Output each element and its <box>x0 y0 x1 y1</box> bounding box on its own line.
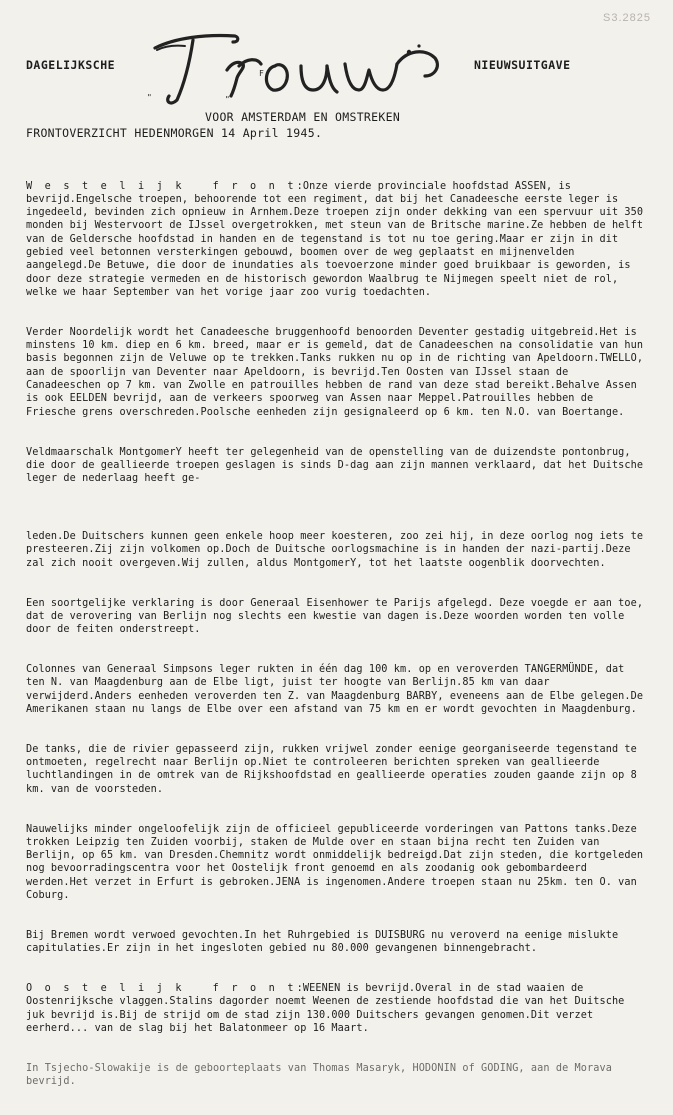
article-body <box>26 153 648 1115</box>
paragraph: In Tsjecho-Slowakije is de geboorteplaats van Thomas Masaryk, HODONIN of GODING, aan de Morava bevrijd. <box>26 1062 619 1088</box>
paragraph: leden.De Duitschers kunnen geen enkele hoop meer koesteren, zoo zei hij, in deze oorlog nog iets te presteeren.Zij zijn volkomen op.Doch de Duitsche oorlogsmachine is in handen der nazi-partij.Deze zal zich nooit overgeven.Wij zullen, aldus MontgomerY, tot het laatste oogenblik doorvechten. <box>26 531 650 569</box>
archive-stamp: S3.2825 <box>603 12 651 24</box>
paragraph: Nauwelijks minder ongeloofelijk zijn de officieel gepubliceerde vorderingen van Pattons tanks.Deze trokken Leipzig ten Zuiden voorbij, staken de Mulde over en staan bijna recht ten Zuiden van Berlijn, op 65 km. van Dresden.Chemnitz wordt onmiddelijk bedreigd.Dat zijn steden, die kortgeleden nog bevoorradingscentra voor het Oostelijk front genoemd en als zoodanig ook gebombardeerd werden.Het verzet in Erfurt is gebroken.JENA is ingenomen.Andere troepen staan nu 25km. ten O. van Coburg. <box>26 823 650 902</box>
paragraph: Een soortgelijke verklaring is door Generaal Eisenhower te Parijs afgelegd. Deze voegde er aan toe, dat de verovering van Berlijn nog slechts een kwestie van dagen is.Deze woorden worden ten volle door de feiten onderstreept. <box>26 597 650 636</box>
paragraph: Verder Noordelijk wordt het Canadeesche bruggenhoofd benoorden Deventer gestadig uitgebreid.Het is minstens 10 km. diep en 6 km. breed, maar er is gemeld, dat de Canadeeschen na consolidatie van hun basis begonnen zijn de Veluwe op te trekken.Tanks rukken nu op in de richting van Apeldoorn.TWELLO, aan de spoorlijn van Deventer naar Apeldoorn, is bevrijd.Ten Oosten van IJssel staan de Canadeeschen op 7 km. van Zwolle en patrouilles hebben de rand van deze stad bereikt.Behalve Assen is ook EELDEN bevrijd, aan de verkeers spoorweg van Assen naar Meppel.Patrouilles hebben de Friesche grens overschreden.Poolsche eenheden zijn gesignaleerd op 6 km. ten N.O. van Boertange. <box>26 326 650 418</box>
paragraph-west-front: W e s t e l i j k f r o n t:Onze vierde provinciale hoofdstad ASSEN, is bevrijd.Engelsche troepen, behoorende tot een regiment, dat bij het Canadeesche eerste leger is ingedeeld, bevinden zich opnieuw in Arnhem.Deze troepen zijn onder dekking van een spervuur uit 350 monden bij Westervoort de IJssel overgetrokken, met steun van de Britsche marine.Ze hebben de helft van de Geldersche hoofdstad in handen en de tegenstand is tot nu toe gering.Maar er zijn in dit gebied veel betonnen versterkingen gebouwd, boomen over de weg geplaatst en mijnenvelden aangelegd.De Betuwe, die door de inundaties als toevoerzone minder goed bruikbaar is geworden, is door deze strategie vermeden en de historisch gewordon Waalbrug te Nijmegen speelt niet de rol, welke we haar September van het vorige jaar zoo vurig toedachten. <box>26 180 650 298</box>
report-date-line: FRONTOVERZICHT HEDENMORGEN 14 April 1945. <box>26 126 323 140</box>
masthead <box>0 20 673 115</box>
svg-text:F: F <box>259 69 264 78</box>
svg-text:": " <box>225 95 230 104</box>
svg-text:": " <box>147 93 152 102</box>
paragraph-east-front: O o s t e l i j k f r o n t:WEENEN is bevrijd.Overal in de stad waaien de Oostenrijksche vlaggen.Stalins dagorder noemt Weenen de zestiende hoofdstad die van het Duitsche juk bevrijd is.Bij de strijd om de stad zijn 130.000 Duitschers gevangen genomen.Dit verzet eerherd... van de slag bij het Balatonmeer op 16 Maart. <box>26 983 631 1034</box>
section-lead-east: O o s t e l i j k f r o n t <box>26 983 297 995</box>
masthead-right-label: NIEUWSUITGAVE <box>474 58 571 72</box>
trouw-logo <box>135 20 465 115</box>
masthead-left-label: DAGELIJKSCHE <box>26 58 116 72</box>
paragraph: Bij Bremen wordt verwoed gevochten.In het Ruhrgebied is DUISBURG nu veroverd na eenige mislukte capitulaties.Er zijn in het ingesloten gebied nu 80.000 gevangenen binnengebracht. <box>26 929 625 955</box>
edition-line: VOOR AMSTERDAM EN OMSTREKEN <box>205 110 401 124</box>
paragraph: De tanks, die de rivier gepasseerd zijn, rukken vrijwel zonder eenige georganiseerde tegenstand te ontmoeten, regelrecht naar Berlijn op.Niet te controleeren berichten spreken van geallieerde luchtlandingen in de omtrek van de Rijkshoofdstad en geallieerde operaties zouden gaande zijn op 8 km. van de voorsteden. <box>26 743 644 795</box>
paragraph: Colonnes van Generaal Simpsons leger rukten in één dag 100 km. op en veroverden TANGERMÜNDE, dat ten N. van Maagdenburg aan de Elbe ligt, juist ter hoogte van Berlijn.85 km van daar verwijderd.Anders eenheden veroverden ten Z. van Maagdenburg BARBY, eveneens aan de Elbe gelegen.De Amerikanen staan nu langs de Elbe over een afstand van 75 km en er wordt gevochten in Maagdenburg. <box>26 663 650 715</box>
section-lead-west: W e s t e l i j k f r o n t <box>26 180 297 192</box>
paragraph: Veldmaarschalk MontgomerY heeft ter gelegenheid van de openstelling van de duizendste pontonbrug, die door de geallieerde troepen geslagen is sinds D-dag aan zijn mannen verklaard, dat het Duitsche leger de nederlaag heeft ge- <box>26 446 650 485</box>
